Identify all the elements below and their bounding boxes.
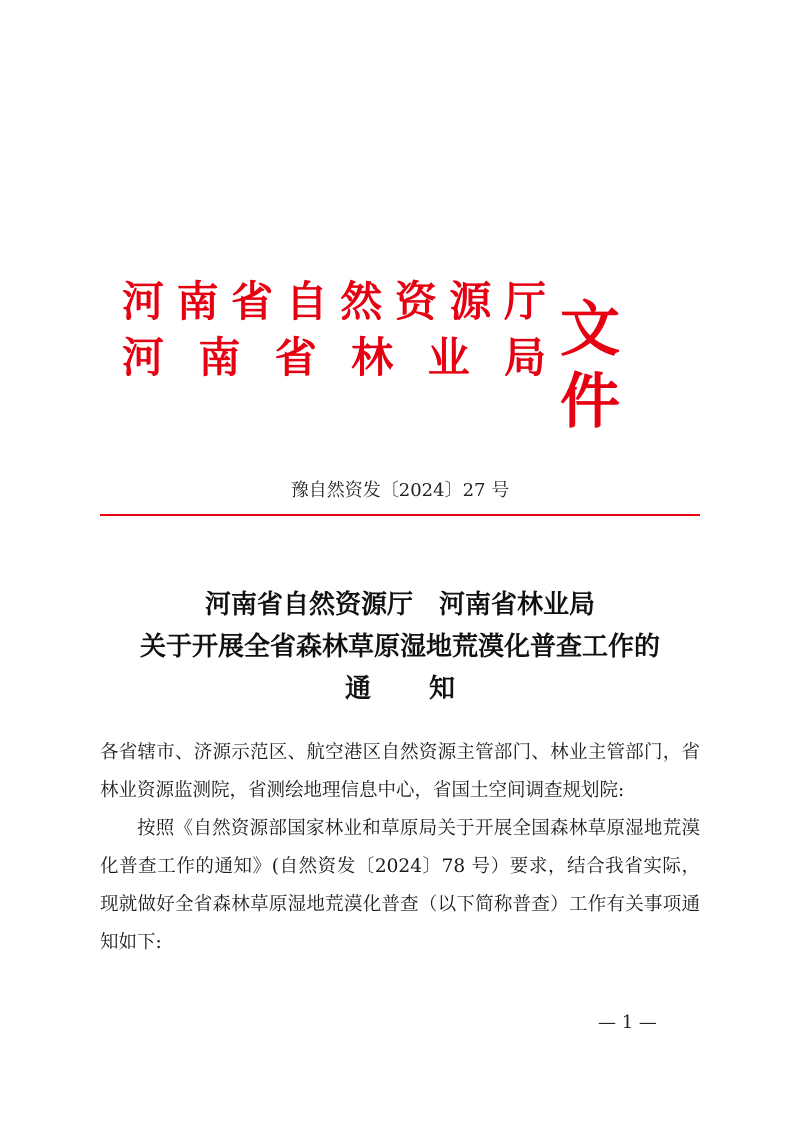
title-char: 知 (429, 674, 456, 704)
issuer-char: 资 (394, 277, 437, 326)
issuer-char: 省 (231, 277, 274, 326)
issuer-char: 南 (198, 333, 241, 382)
body-paragraph: 按照《自然资源部国家林业和草原局关于开展全国森林草原湿地荒漠化普查工作的通知》(自然资发〔2024〕78 号）要求，结合我省实际，现就做好全省森林草原湿地荒漠化普查（以下简称普查）工作有关事项通知如下: (100, 818, 700, 953)
title-char: 通 (344, 674, 371, 704)
document-body (100, 734, 700, 962)
issuer-char: 河 (122, 333, 165, 382)
issuer-header (122, 276, 682, 437)
issuer-line-forestry (122, 332, 546, 384)
title-line-notice (60, 668, 740, 710)
issuer-char: 省 (274, 333, 317, 382)
issuer-line-natural-resources (122, 276, 546, 328)
document-type-label: 文件 (560, 295, 622, 437)
issuer-char: 然 (340, 277, 383, 326)
issuer-char: 河 (122, 277, 165, 326)
issuer-char: 自 (285, 277, 328, 326)
issuer-char: 源 (449, 277, 492, 326)
addressee-paragraph: 各省辖市、济源示范区、航空港区自然资源主管部门、林业主管部门，省林业资源监测院，省测绘地理信息中心，省国土空间调查规划院: (100, 742, 700, 801)
document-title (60, 584, 740, 710)
issuer-char: 南 (176, 277, 219, 326)
page-number: — 1 — (598, 1012, 657, 1033)
issuer-char: 局 (503, 333, 546, 382)
document-number: 豫自然资发〔2024〕27 号 (290, 480, 510, 501)
red-divider-line (100, 514, 700, 516)
issuer-char: 业 (427, 333, 470, 382)
title-line-subject: 关于开展全省森林草原湿地荒漠化普查工作的 (139, 632, 660, 662)
issuer-char: 厅 (503, 277, 546, 326)
issuer-char: 林 (351, 333, 394, 382)
title-line-issuers: 河南省自然资源厅 河南省林业局 (204, 590, 595, 620)
